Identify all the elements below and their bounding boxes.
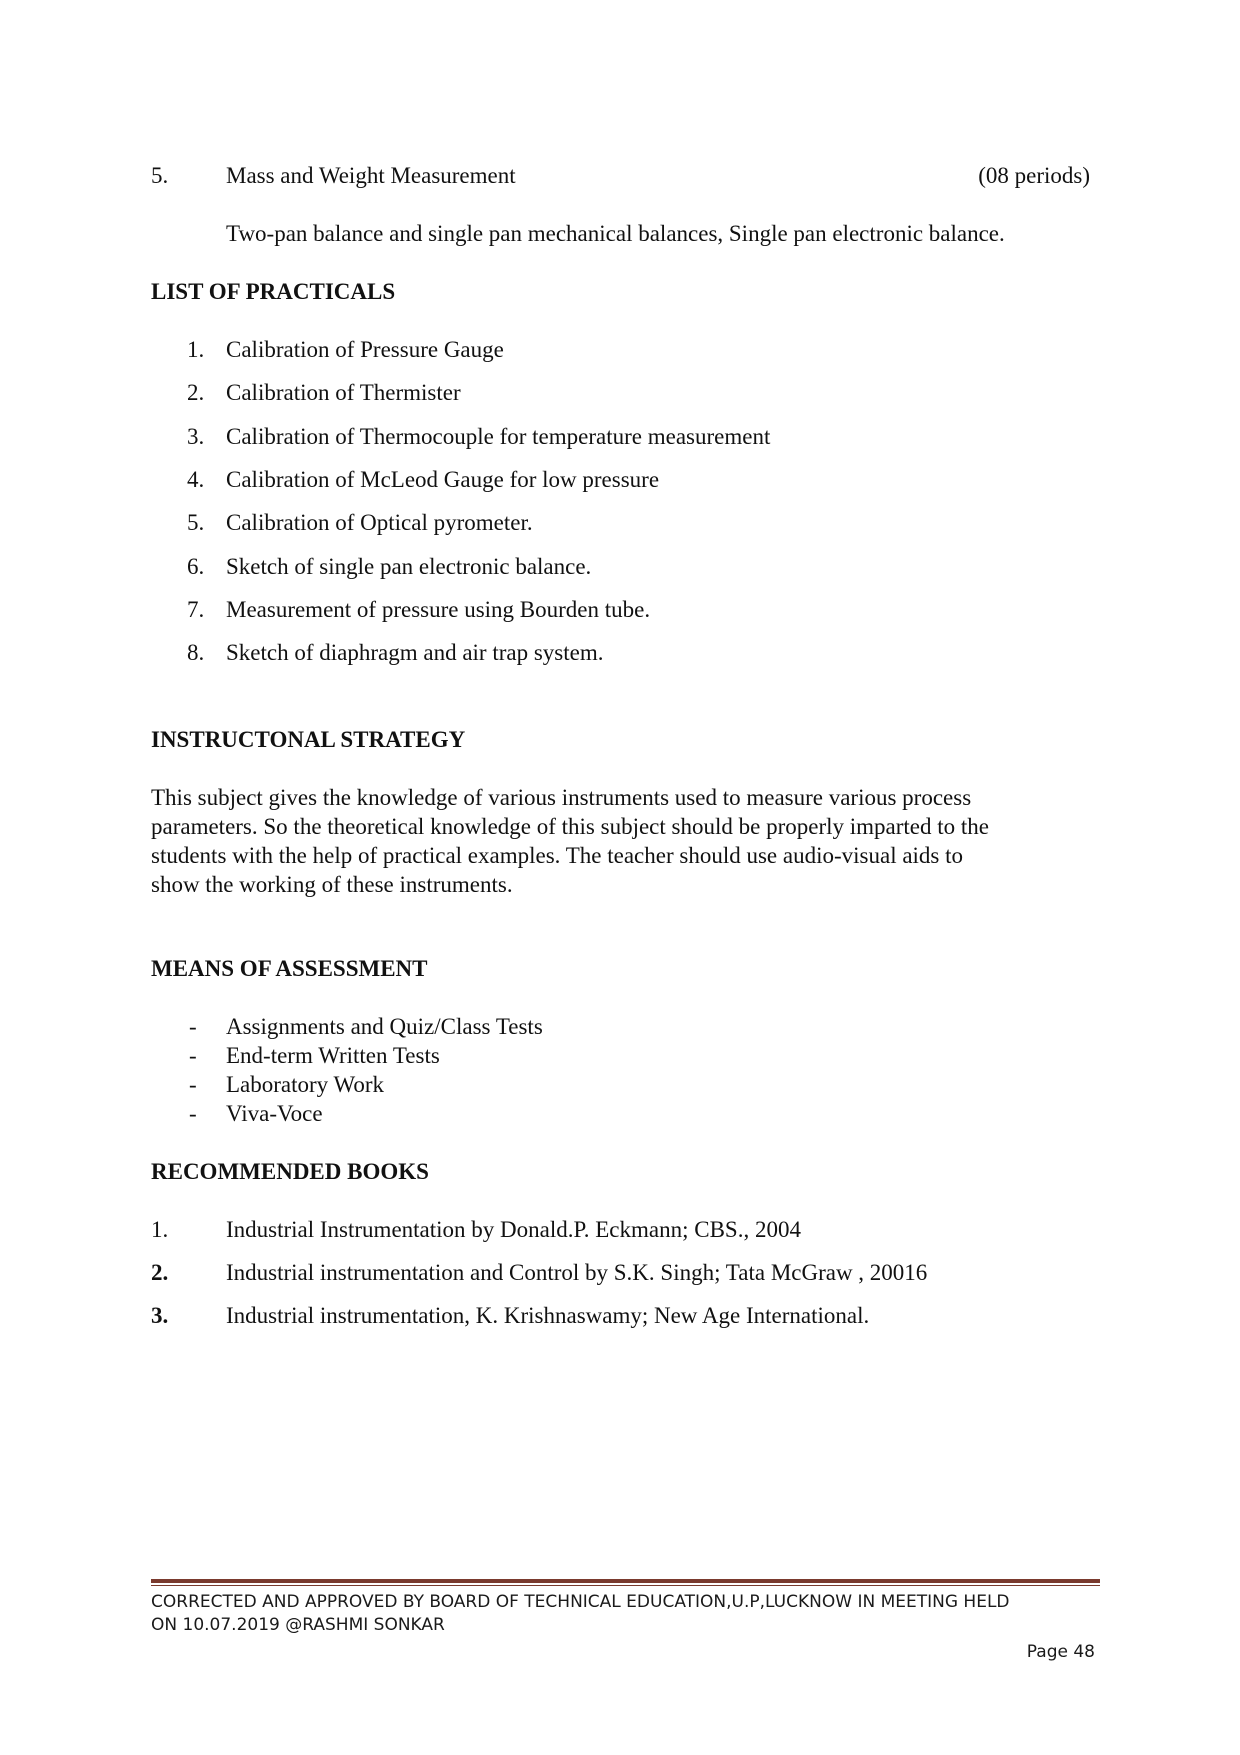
assessment-item: End-term Written Tests [226,1043,440,1068]
footer-approval-line2: ON 10.07.2019 @RASHMI SONKAR [151,1615,445,1635]
bullet-dash: - [189,1101,197,1126]
books-heading: RECOMMENDED BOOKS [151,1159,429,1184]
unit-title: Mass and Weight Measurement [226,163,516,188]
practicals-heading: LIST OF PRACTICALS [151,279,396,304]
practical-item: Measurement of pressure using Bourden tube. [226,597,651,622]
unit-periods: (08 periods) [978,163,1090,188]
assessment-item: Viva-Voce [226,1101,323,1126]
unit-number: 5. [151,163,169,188]
practical-number: 5. [187,510,205,535]
practical-number: 1. [187,337,205,362]
book-item: Industrial instrumentation, K. Krishnaswamy; New Age International. [226,1303,870,1328]
practical-number: 7. [187,597,205,622]
unit-description: Two-pan balance and single pan mechanical balances, Single pan electronic balance. [226,221,1005,246]
bullet-dash: - [189,1014,197,1039]
practical-item: Calibration of Thermocouple for temperature measurement [226,424,771,449]
page-number: Page 48 [1026,1642,1095,1662]
practical-item: Calibration of Thermister [226,380,461,405]
practical-item: Sketch of diaphragm and air trap system. [226,640,604,665]
practical-number: 8. [187,640,205,665]
assessment-item: Laboratory Work [226,1072,385,1097]
bullet-dash: - [189,1043,197,1068]
practical-number: 4. [187,467,205,492]
book-number: 1. [151,1217,169,1242]
practical-item: Calibration of McLeod Gauge for low pressure [226,467,660,492]
footer-rule [151,1579,1100,1583]
strategy-line: This subject gives the knowledge of various instruments used to measure various process [151,785,972,810]
book-item: Industrial Instrumentation by Donald.P. Eckmann; CBS., 2004 [226,1217,801,1242]
assessment-heading: MEANS OF ASSESSMENT [151,956,428,981]
strategy-line: show the working of these instruments. [151,872,513,897]
practical-number: 6. [187,554,205,579]
book-number: 2. [151,1260,169,1285]
assessment-item: Assignments and Quiz/Class Tests [226,1014,543,1039]
book-number: 3. [151,1303,169,1328]
book-item: Industrial instrumentation and Control by S.K. Singh; Tata McGraw , 20016 [226,1260,928,1285]
practical-item: Sketch of single pan electronic balance. [226,554,592,579]
strategy-heading: INSTRUCTONAL STRATEGY [151,727,466,752]
footer-approval-line1: CORRECTED AND APPROVED BY BOARD OF TECHNICAL EDUCATION,U.P,LUCKNOW IN MEETING HELD [151,1592,1010,1612]
footer-rule-thin [151,1585,1100,1586]
bullet-dash: - [189,1072,197,1097]
practical-number: 2. [187,380,205,405]
practical-number: 3. [187,424,205,449]
practical-item: Calibration of Optical pyrometer. [226,510,533,535]
strategy-line: students with the help of practical examples. The teacher should use audio-visual aids to [151,843,964,868]
practical-item: Calibration of Pressure Gauge [226,337,504,362]
strategy-paragraph [151,783,1091,899]
strategy-line: parameters. So the theoretical knowledge of this subject should be properly imparted to the [151,814,989,839]
